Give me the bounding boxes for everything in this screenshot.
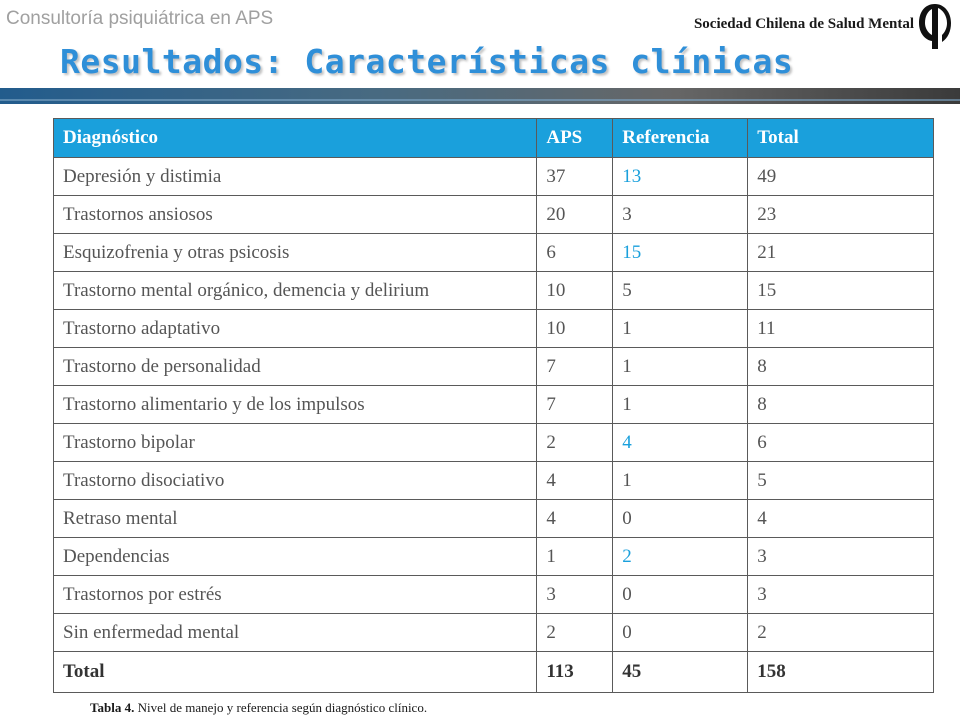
presentation-subtitle: Consultoría psiquiátrica en APS (6, 8, 274, 29)
cell-total: 8 (748, 386, 934, 424)
total-cell-total: 158 (748, 652, 934, 693)
total-cell-aps: 113 (537, 652, 613, 693)
cell-referencia: 13 (613, 158, 748, 196)
table-row (54, 272, 934, 310)
cell-aps: 7 (537, 348, 613, 386)
cell-aps: 7 (537, 386, 613, 424)
header-diagnostico: Diagnóstico (54, 119, 537, 158)
total-cell-diagnostico: Total (54, 652, 537, 693)
table-row (54, 424, 934, 462)
cell-total: 49 (748, 158, 934, 196)
cell-aps: 10 (537, 310, 613, 348)
cell-total: 15 (748, 272, 934, 310)
table-row (54, 462, 934, 500)
table-body (54, 158, 934, 693)
cell-referencia: 0 (613, 614, 748, 652)
table-row (54, 538, 934, 576)
cell-diagnostico: Esquizofrenia y otras psicosis (54, 234, 537, 272)
results-table (53, 118, 934, 693)
cell-referencia: 1 (613, 310, 748, 348)
cell-diagnostico: Retraso mental (54, 500, 537, 538)
table-row (54, 158, 934, 196)
cell-aps: 10 (537, 272, 613, 310)
cell-total: 2 (748, 614, 934, 652)
cell-aps: 37 (537, 158, 613, 196)
society-logo-icon (916, 2, 954, 50)
table-row (54, 500, 934, 538)
header-total: Total (748, 119, 934, 158)
cell-total: 6 (748, 424, 934, 462)
table-row (54, 386, 934, 424)
caption-text: Nivel de manejo y referencia según diagnóstico clínico. (134, 700, 428, 715)
cell-referencia: 4 (613, 424, 748, 462)
cell-referencia: 1 (613, 462, 748, 500)
table-row (54, 234, 934, 272)
cell-total: 3 (748, 576, 934, 614)
table-header-row (54, 119, 934, 158)
cell-aps: 6 (537, 234, 613, 272)
cell-referencia: 0 (613, 500, 748, 538)
cell-diagnostico: Trastorno bipolar (54, 424, 537, 462)
header-aps: APS (537, 119, 613, 158)
cell-total: 23 (748, 196, 934, 234)
caption-label: Tabla 4. (90, 700, 135, 715)
cell-total: 5 (748, 462, 934, 500)
cell-aps: 1 (537, 538, 613, 576)
cell-referencia: 2 (613, 538, 748, 576)
cell-diagnostico: Trastorno disociativo (54, 462, 537, 500)
title-divider-bar (0, 88, 960, 104)
cell-referencia: 1 (613, 386, 748, 424)
cell-total: 21 (748, 234, 934, 272)
cell-aps: 20 (537, 196, 613, 234)
cell-referencia: 15 (613, 234, 748, 272)
cell-diagnostico: Trastornos ansiosos (54, 196, 537, 234)
cell-total: 3 (748, 538, 934, 576)
cell-total: 11 (748, 310, 934, 348)
total-cell-referencia: 45 (613, 652, 748, 693)
cell-diagnostico: Sin enfermedad mental (54, 614, 537, 652)
cell-diagnostico: Trastornos por estrés (54, 576, 537, 614)
table-row (54, 576, 934, 614)
cell-referencia: 3 (613, 196, 748, 234)
cell-aps: 3 (537, 576, 613, 614)
cell-aps: 2 (537, 424, 613, 462)
table-row (54, 614, 934, 652)
society-name: Sociedad Chilena de Salud Mental (693, 16, 914, 32)
cell-referencia: 1 (613, 348, 748, 386)
cell-referencia: 0 (613, 576, 748, 614)
cell-aps: 4 (537, 500, 613, 538)
cell-total: 8 (748, 348, 934, 386)
cell-diagnostico: Trastorno alimentario y de los impulsos (54, 386, 537, 424)
table-total-row (54, 652, 934, 693)
cell-total: 4 (748, 500, 934, 538)
cell-referencia: 5 (613, 272, 748, 310)
cell-diagnostico: Trastorno adaptativo (54, 310, 537, 348)
cell-diagnostico: Trastorno de personalidad (54, 348, 537, 386)
table-row (54, 310, 934, 348)
header-referencia: Referencia (613, 119, 748, 158)
cell-aps: 2 (537, 614, 613, 652)
cell-diagnostico: Depresión y distimia (54, 158, 537, 196)
cell-diagnostico: Dependencias (54, 538, 537, 576)
cell-aps: 4 (537, 462, 613, 500)
cell-diagnostico: Trastorno mental orgánico, demencia y delirium (54, 272, 537, 310)
table-row (54, 196, 934, 234)
slide-title: Resultados: Características clínicas (60, 42, 794, 81)
table-row (54, 348, 934, 386)
table-caption (90, 700, 427, 716)
